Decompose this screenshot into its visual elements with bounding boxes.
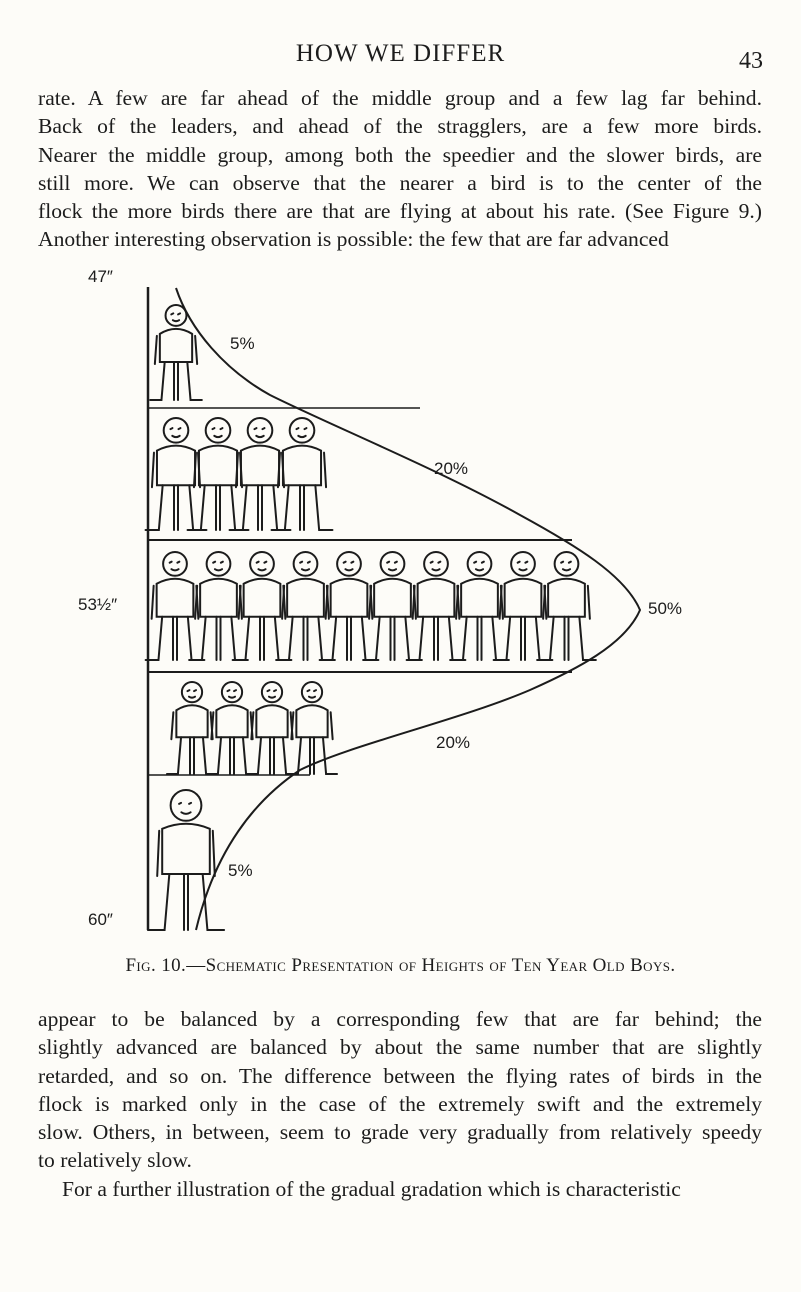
text-line: Nearer the middle group, among both the speedier and the slower birds, are [38, 142, 762, 167]
text-line: Another interesting observation is possible: the few that are far advanced [38, 227, 669, 252]
scale-label-53-5: 53½″ [78, 595, 118, 614]
figure-caption [0, 955, 801, 977]
scale-label-47: 47″ [88, 267, 113, 286]
percent-label-middle: 50% [648, 599, 683, 618]
caption-label: Fig. 10. [125, 955, 187, 976]
percent-label-tall: 20% [434, 459, 469, 478]
height-distribution-figure [0, 255, 801, 945]
paragraph-top [38, 84, 762, 254]
boy-figure [230, 418, 291, 530]
boy-figure [150, 305, 202, 400]
percent-label-shortest: 5% [228, 861, 253, 880]
text-line: flock the more birds there are that are flying at about his rate. (See Figure 9.) [38, 199, 762, 224]
text-line: slightly advanced are balanced by about the same number that are slightly [38, 1035, 762, 1060]
boy-figure [188, 418, 249, 530]
boy-figure [167, 682, 217, 774]
text-line: Back of the leaders, and ahead of the stragglers, are a few more birds. [38, 114, 762, 139]
percent-label-short: 20% [436, 733, 471, 752]
boy-figure [287, 682, 337, 774]
boy-figure [146, 418, 207, 530]
boy-figure [272, 418, 333, 530]
page-number: 43 [739, 48, 763, 74]
text-line: flock is marked only in the case of the extremely swift and the extremely [38, 1091, 762, 1116]
boy-figures [146, 305, 596, 930]
paragraph-bottom [38, 1005, 762, 1203]
running-head [0, 34, 801, 74]
text-line: to relatively slow. [38, 1148, 192, 1173]
scale-label-60: 60″ [88, 910, 113, 929]
text-line: rate. A few are far ahead of the middle group and a few lag far behind. [38, 86, 762, 110]
boy-figure [148, 790, 224, 930]
boy-figure [247, 682, 297, 774]
caption-text: —Schematic Presentation of Heights of Ten Year Old Boys. [186, 955, 676, 976]
distribution-curve [176, 288, 640, 930]
text-line: appear to be balanced by a corresponding few that are far behind; the [38, 1007, 762, 1031]
text-line: still more. We can observe that the nearer a bird is to the center of the [38, 170, 762, 195]
percent-label-tallest: 5% [230, 334, 255, 353]
text-line: For a further illustration of the gradual gradation which is characteristic [62, 1176, 681, 1201]
running-title: HOW WE DIFFER [295, 40, 506, 67]
text-line: retarded, and so on. The difference between the flying rates of birds in the [38, 1063, 762, 1088]
text-line: slow. Others, in between, seem to grade very gradually from relatively speedy [38, 1120, 762, 1145]
boy-figure [207, 682, 257, 774]
